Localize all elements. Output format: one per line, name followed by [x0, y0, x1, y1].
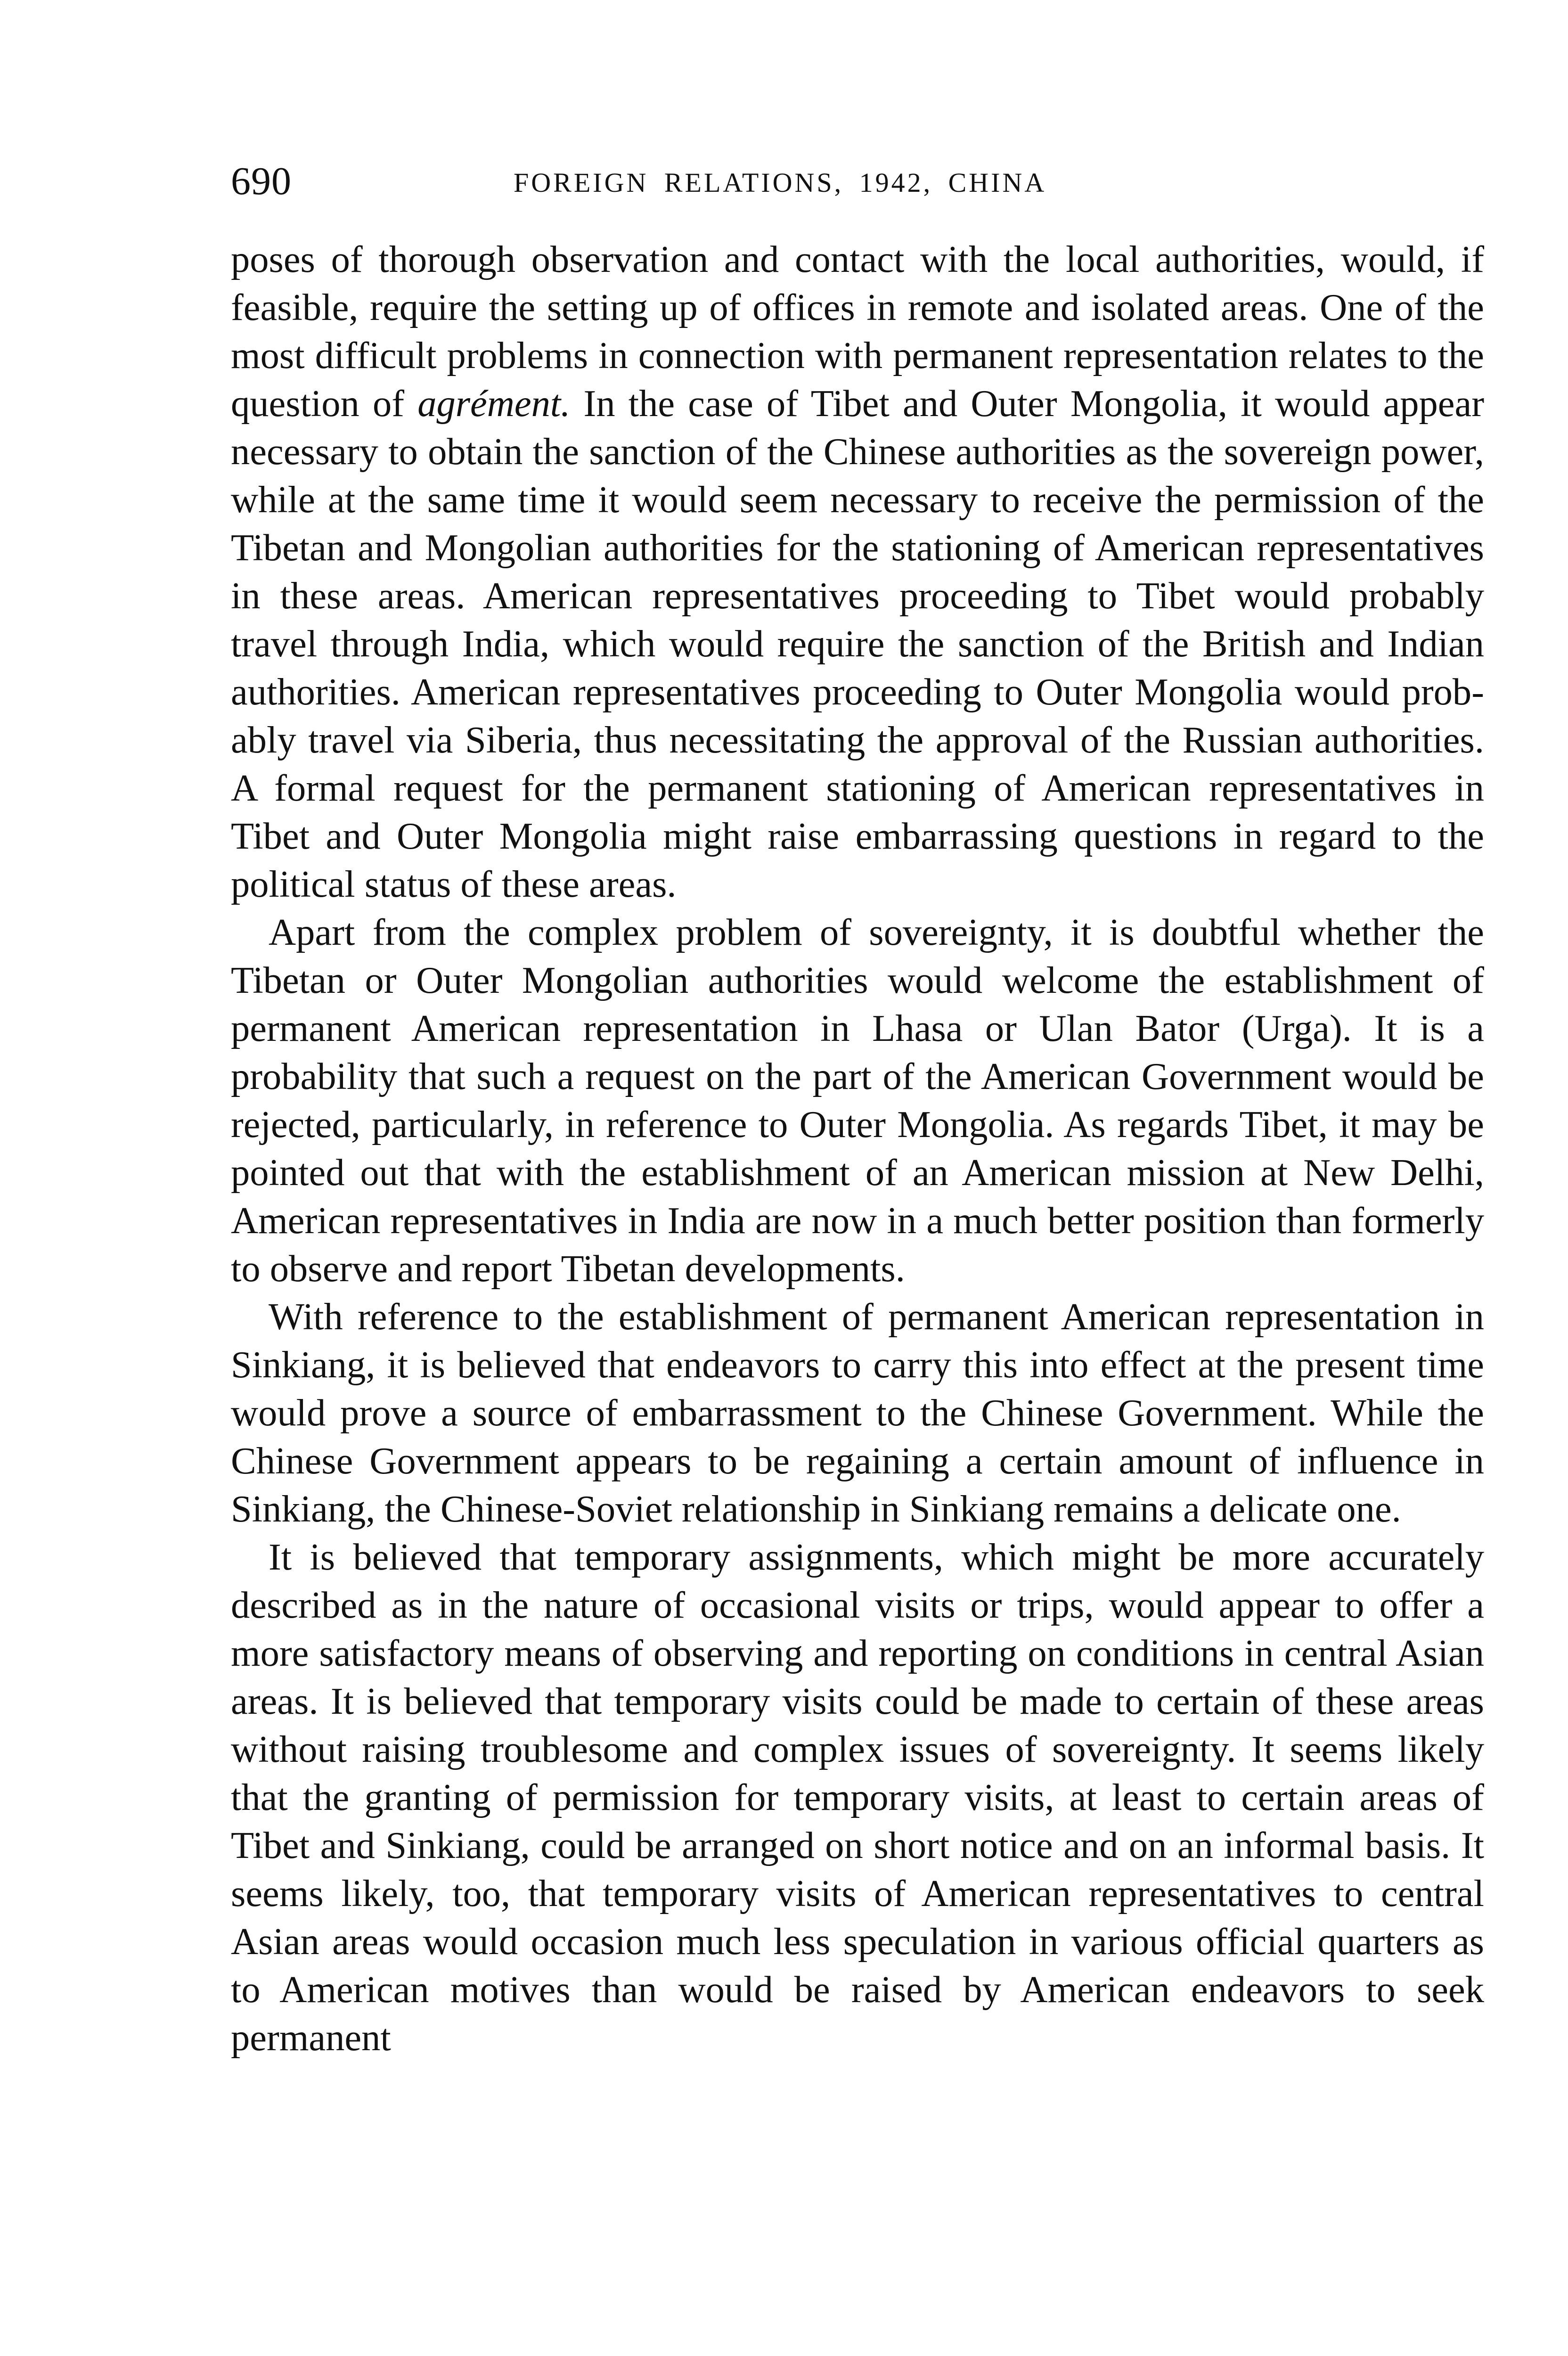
page-number: 690 — [231, 159, 292, 203]
paragraph-3: With reference to the establishment of permanent American representation in Sinkiang, it is believed that endeavors to carry this into effect at the present time would prove a source of embarrassment to the Chinese Government. While the Chinese Government appears to be regaining a certain amount of influence in Sinkiang, the Chinese-Soviet relationship in Sinkiang remains a delicate one. — [231, 1296, 1484, 1530]
paragraph-1-text-end: In the case of Tibet and Outer Mongolia, it would appear necessary to obtain the sanction of the Chinese authorities as the sovereign power, while at the same time it would seem necessary to receive the permission of the Tibetan and Mongolian authorities for the stationing of American representatives in these areas. American representatives proceeding to Tibet would probably travel through India, which would require the sanction of the British and Indian authorities. American representatives proceeding to Outer Mongolia would probably travel via Siberia, thus necessitating the approval of the Russian authorities. A formal request for the permanent stationing of American representatives in Tibet and Outer Mongolia might raise embarrassing questions in regard to the political status of these areas. — [231, 383, 1484, 905]
paragraph-1-text-start: poses of thorough observation and contact with the local authorities, would, if feasible, require the setting up of offices in remote and isolated areas. One of the most difficult problems in connection with permanent representation relates to the question of — [231, 238, 1484, 425]
body-text — [231, 236, 1484, 2062]
paragraph-2: Apart from the complex problem of sovereignty, it is doubtful whether the Tibetan or Outer Mongolian authorities would welcome the establishment of permanent American representation in Lhasa or Ulan Bator (Urga). It is a probability that such a request on the part of the American Government would be rejected, particularly, in reference to Outer Mongolia. As regards Tibet, it may be pointed out that with the establishment of an American mission at New Delhi, American representatives in India are now in a much better position than formerly to observe and report Tibetan developments. — [231, 911, 1484, 1290]
paragraph-4: It is believed that temporary assignments, which might be more accurately described as in the nature of occasional visits or trips, would appear to offer a more satisfactory means of observing and reporting on conditions in central Asian areas. It is believed that temporary visits could be made to certain of these areas without raising troublesome and complex issues of sovereignty. It seems likely that the granting of permission for temporary visits, at least to certain areas of Tibet and Sinkiang, could be arranged on short notice and on an informal basis. It seems likely, too, that temporary visits of American representatives to central Asian areas would occasion much less speculation in various official quarters as to American motives than would be raised by American endeavors to seek permanent — [231, 1536, 1484, 2059]
running-header — [231, 155, 1484, 207]
running-title: FOREIGN RELATIONS, 1942, CHINA — [514, 167, 1047, 198]
paragraph-1 — [231, 236, 1484, 908]
italic-term-agrement: agrément. — [417, 383, 571, 425]
